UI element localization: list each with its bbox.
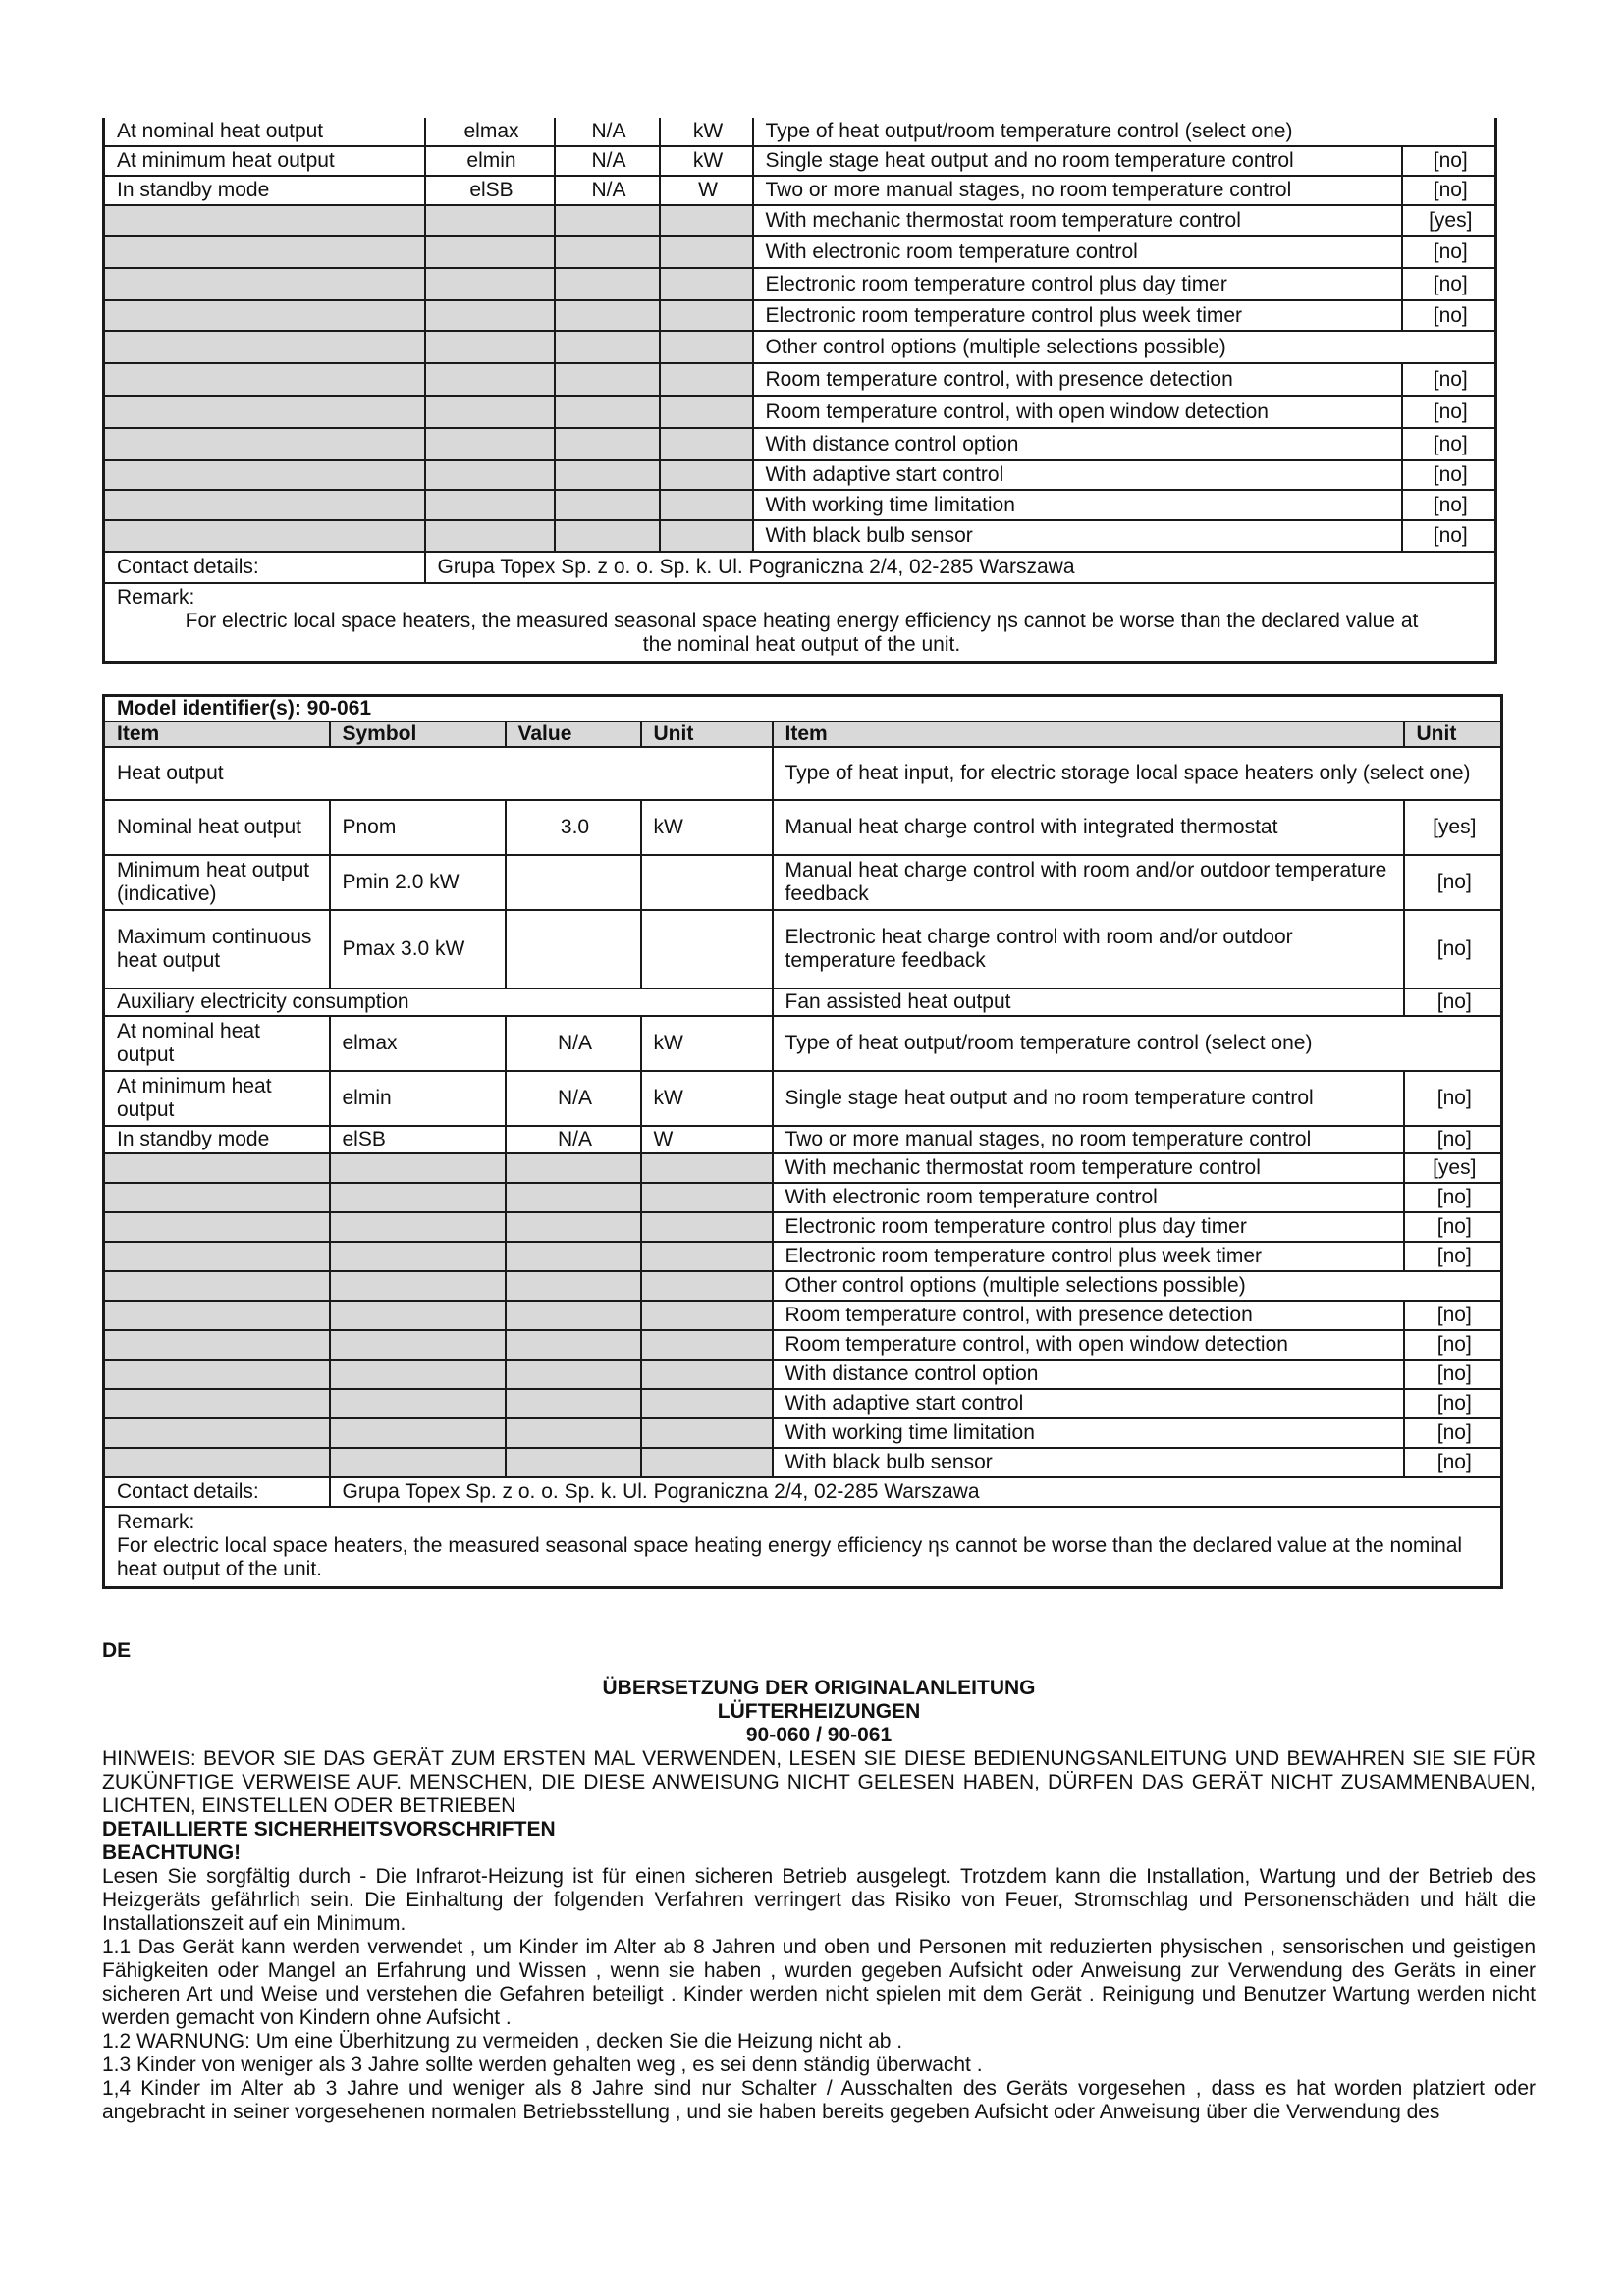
section-heading: DETAILLIERTE SICHERHEITSVORSCHRIFTEN bbox=[102, 1818, 556, 1841]
control-option-row bbox=[104, 520, 1496, 552]
t1-label: In standby mode bbox=[104, 176, 425, 205]
blank-cell bbox=[104, 1330, 330, 1360]
blank-cell bbox=[641, 1153, 773, 1183]
t2-unit: kW bbox=[641, 800, 773, 855]
contact-value: Grupa Topex Sp. z o. o. Sp. k. Ul. Pograniczna 2/4, 02-285 Warszawa bbox=[330, 1477, 1502, 1507]
blank-cell bbox=[104, 1183, 330, 1212]
blank-cell bbox=[330, 1242, 506, 1271]
control-option-row bbox=[104, 1301, 1502, 1330]
blank-cell bbox=[104, 396, 425, 428]
title-translation: ÜBERSETZUNG DER ORIGINALANLEITUNG bbox=[602, 1677, 1036, 1699]
control-option-row bbox=[104, 428, 1496, 460]
blank-cell bbox=[104, 300, 425, 331]
paragraph-intro: Lesen Sie sorgfältig durch - Die Infrarot-Heizung ist für einen sicheren Betrieb ausgelegt. Trotzdem kann die Installation, Wartung und der Betrieb des Heizgeräts gefährlich sein. Die Einhaltung der folgenden Verfahren verringert das Risiko von Feuer, Stromschlag und Personenschäden und hält die Installationszeit auf ein Minimum. bbox=[102, 1865, 1536, 1935]
t2-elsb-row bbox=[104, 1126, 1502, 1153]
t2-unit: W bbox=[641, 1126, 773, 1153]
blank-cell bbox=[330, 1418, 506, 1448]
t2-header-row bbox=[104, 721, 1502, 747]
control-option-row bbox=[104, 1153, 1502, 1183]
blank-cell bbox=[555, 205, 660, 236]
t2-unit bbox=[641, 855, 773, 910]
blank-cell bbox=[506, 1153, 641, 1183]
blank-cell bbox=[506, 1212, 641, 1242]
blank-cell bbox=[104, 1212, 330, 1242]
blank-cell bbox=[660, 236, 753, 268]
t1-contact-row bbox=[104, 552, 1496, 583]
blank-cell bbox=[104, 1242, 330, 1271]
t1-unit: kW bbox=[660, 118, 753, 146]
control-option-row bbox=[104, 300, 1496, 331]
blank-cell bbox=[555, 300, 660, 331]
control-option-selection: [no] bbox=[1404, 1389, 1502, 1418]
t2-label: Maximum continuous heat output bbox=[104, 910, 330, 988]
heat-output-label: Heat output bbox=[104, 747, 773, 800]
blank-cell bbox=[104, 520, 425, 552]
paragraph-1-1: 1.1 Das Gerät kann werden verwendet , um Kinder im Alter ab 8 Jahren und oben und Personen mit reduzierten physischen , sensorischen und geistigen Fähigkeiten oder Mangel an Erfahrung und Wissen , wenn sie haben , wurden gegeben Aufsicht oder Anweisung zur Verwendung des Geräts in einer sicheren Art und Weise und verstehen die Gefahren beteiligt . Kinder werden nicht spielen mit dem Gerät . Reinigung und Benutzer Wartung werden nicht werden gemacht von Kindern ohne Aufsicht . bbox=[102, 1936, 1536, 2029]
t2-value: N/A bbox=[506, 1016, 641, 1071]
control-option-item: With electronic room temperature control bbox=[753, 236, 1402, 268]
blank-cell bbox=[104, 1418, 330, 1448]
control-option-row bbox=[104, 1330, 1502, 1360]
t2-symbol: Pmin 2.0 kW bbox=[330, 855, 506, 910]
t2-label: At nominal heat output bbox=[104, 1016, 330, 1071]
blank-cell bbox=[641, 1330, 773, 1360]
control-option-row bbox=[104, 1183, 1502, 1212]
blank-cell bbox=[330, 1153, 506, 1183]
blank-cell bbox=[104, 205, 425, 236]
blank-cell bbox=[506, 1389, 641, 1418]
control-option-item: Other control options (multiple selections possible) bbox=[753, 331, 1496, 363]
t1-item: Two or more manual stages, no room temperature control bbox=[753, 176, 1402, 205]
aux-label: Auxiliary electricity consumption bbox=[104, 988, 773, 1016]
blank-cell bbox=[555, 236, 660, 268]
contact-label: Contact details: bbox=[104, 1477, 330, 1507]
blank-cell bbox=[104, 363, 425, 396]
t2-symbol: Pnom bbox=[330, 800, 506, 855]
header-symbol: Symbol bbox=[330, 721, 506, 747]
t2-value: N/A bbox=[506, 1126, 641, 1153]
t1-unit: kW bbox=[660, 146, 753, 176]
model-identifier: Model identifier(s): 90-061 bbox=[104, 696, 1502, 722]
t2-symbol: elSB bbox=[330, 1126, 506, 1153]
blank-cell bbox=[104, 236, 425, 268]
control-option-item: With black bulb sensor bbox=[773, 1448, 1404, 1477]
t2-label: Minimum heat output (indicative) bbox=[104, 855, 330, 910]
t2-contact-row bbox=[104, 1477, 1502, 1507]
blank-cell bbox=[330, 1271, 506, 1301]
t1-row-elmax bbox=[104, 118, 1496, 146]
control-option-row bbox=[104, 331, 1496, 363]
blank-cell bbox=[660, 428, 753, 460]
blank-cell bbox=[425, 205, 555, 236]
control-option-selection: [no] bbox=[1404, 1448, 1502, 1477]
control-option-selection: [no] bbox=[1402, 460, 1496, 490]
t2-unit: kW bbox=[641, 1016, 773, 1071]
t1-unit: W bbox=[660, 176, 753, 205]
control-option-item: Room temperature control, with presence detection bbox=[753, 363, 1402, 396]
blank-cell bbox=[555, 520, 660, 552]
t1-symbol: elmax bbox=[425, 118, 555, 146]
blank-cell bbox=[506, 1448, 641, 1477]
t2-symbol: elmax bbox=[330, 1016, 506, 1071]
control-option-item: With black bulb sensor bbox=[753, 520, 1402, 552]
blank-cell bbox=[641, 1212, 773, 1242]
blank-cell bbox=[425, 300, 555, 331]
blank-cell bbox=[425, 268, 555, 300]
blank-cell bbox=[330, 1212, 506, 1242]
t1-item: Single stage heat output and no room temperature control bbox=[753, 146, 1402, 176]
blank-cell bbox=[660, 396, 753, 428]
t1-symbol: elSB bbox=[425, 176, 555, 205]
blank-cell bbox=[555, 460, 660, 490]
blank-cell bbox=[104, 1271, 330, 1301]
control-option-item: With distance control option bbox=[773, 1360, 1404, 1389]
blank-cell bbox=[555, 490, 660, 520]
control-option-row bbox=[104, 396, 1496, 428]
paragraph-1-2: 1.2 WARNUNG: Um eine Überhitzung zu vermeiden , decken Sie die Heizung nicht ab . bbox=[102, 2030, 903, 2053]
paragraph-1-3: 1.3 Kinder von weniger als 3 Jahre sollte werden gehalten weg , es sei denn ständig überwacht . bbox=[102, 2054, 983, 2076]
language-code: DE bbox=[102, 1639, 132, 1662]
control-option-row bbox=[104, 1360, 1502, 1389]
heat-input-type: Type of heat input, for electric storage local space heaters only (select one) bbox=[773, 747, 1502, 800]
control-option-row bbox=[104, 236, 1496, 268]
t1-value: N/A bbox=[555, 118, 660, 146]
blank-cell bbox=[660, 331, 753, 363]
control-option-row bbox=[104, 1418, 1502, 1448]
blank-cell bbox=[425, 236, 555, 268]
title-product: LÜFTERHEIZUNGEN bbox=[717, 1700, 921, 1723]
blank-cell bbox=[641, 1183, 773, 1212]
t1-row-elsb bbox=[104, 176, 1496, 205]
t2-unit bbox=[641, 910, 773, 988]
blank-cell bbox=[641, 1360, 773, 1389]
t1-selection: [no] bbox=[1402, 176, 1496, 205]
t2-value: 3.0 bbox=[506, 800, 641, 855]
t2-selection: [no] bbox=[1404, 910, 1502, 988]
blank-cell bbox=[641, 1448, 773, 1477]
blank-cell bbox=[104, 428, 425, 460]
blank-cell bbox=[330, 1330, 506, 1360]
control-option-selection: [no] bbox=[1404, 1212, 1502, 1242]
control-option-item: Electronic room temperature control plus day timer bbox=[753, 268, 1402, 300]
t2-selection: [no] bbox=[1404, 855, 1502, 910]
control-option-item: With distance control option bbox=[753, 428, 1402, 460]
control-option-item: With adaptive start control bbox=[773, 1389, 1404, 1418]
blank-cell bbox=[641, 1389, 773, 1418]
blank-cell bbox=[506, 1330, 641, 1360]
control-option-item: Electronic room temperature control plus day timer bbox=[773, 1212, 1404, 1242]
blank-cell bbox=[104, 1153, 330, 1183]
notice: HINWEIS: BEVOR SIE DAS GERÄT ZUM ERSTEN MAL VERWENDEN, LESEN SIE DIESE BEDIENUNGSANLEITUNG UND BEWAHREN SIE SIE FÜR ZUKÜNFTIGE VERWEISE AUF. MENSCHEN, DIE DIESE ANWEISUNG NICHT GELESEN HABEN, DÜRFEN DAS GERÄT NICHT ZUSAMMENBAUEN, LICHTEN, EINSTELLEN ODER BETRIEBEN bbox=[102, 1747, 1536, 1817]
control-option-selection: [no] bbox=[1402, 236, 1496, 268]
control-option-row bbox=[104, 1271, 1502, 1301]
control-option-item: Room temperature control, with presence detection bbox=[773, 1301, 1404, 1330]
blank-cell bbox=[660, 520, 753, 552]
header-value: Value bbox=[506, 721, 641, 747]
blank-cell bbox=[330, 1360, 506, 1389]
blank-cell bbox=[104, 268, 425, 300]
header-item: Item bbox=[104, 721, 330, 747]
t2-heat-output-row bbox=[104, 747, 1502, 800]
t2-symbol: elmin bbox=[330, 1071, 506, 1126]
control-option-item: With mechanic thermostat room temperature control bbox=[753, 205, 1402, 236]
control-option-selection: [no] bbox=[1402, 490, 1496, 520]
t2-value bbox=[506, 855, 641, 910]
t2-item: Manual heat charge control with integrated thermostat bbox=[773, 800, 1404, 855]
blank-cell bbox=[660, 363, 753, 396]
blank-cell bbox=[660, 268, 753, 300]
t1-value: N/A bbox=[555, 146, 660, 176]
blank-cell bbox=[104, 490, 425, 520]
control-option-selection: [no] bbox=[1404, 1301, 1502, 1330]
blank-cell bbox=[104, 331, 425, 363]
blank-cell bbox=[104, 460, 425, 490]
t2-item: Fan assisted heat output bbox=[773, 988, 1404, 1016]
t2-unit: kW bbox=[641, 1071, 773, 1126]
blank-cell bbox=[660, 300, 753, 331]
control-option-row bbox=[104, 363, 1496, 396]
blank-cell bbox=[555, 331, 660, 363]
control-option-selection: [no] bbox=[1404, 1242, 1502, 1271]
blank-cell bbox=[555, 428, 660, 460]
blank-cell bbox=[641, 1271, 773, 1301]
control-option-item: With mechanic thermostat room temperature control bbox=[773, 1153, 1404, 1183]
remark bbox=[104, 583, 1496, 663]
blank-cell bbox=[104, 1360, 330, 1389]
blank-cell bbox=[425, 520, 555, 552]
t2-selection: [no] bbox=[1404, 1071, 1502, 1126]
t2-elmin-row bbox=[104, 1071, 1502, 1126]
blank-cell bbox=[425, 396, 555, 428]
blank-cell bbox=[641, 1418, 773, 1448]
t1-item: Type of heat output/room temperature control (select one) bbox=[753, 118, 1496, 146]
control-option-selection: [no] bbox=[1402, 428, 1496, 460]
remark-label: Remark: bbox=[117, 586, 195, 609]
control-option-row bbox=[104, 1389, 1502, 1418]
control-option-item: Room temperature control, with open window detection bbox=[773, 1330, 1404, 1360]
blank-cell bbox=[425, 460, 555, 490]
blank-cell bbox=[425, 428, 555, 460]
t1-selection: [no] bbox=[1402, 146, 1496, 176]
control-option-item: With working time limitation bbox=[773, 1418, 1404, 1448]
blank-cell bbox=[555, 268, 660, 300]
blank-cell bbox=[104, 1389, 330, 1418]
t2-selection: [yes] bbox=[1404, 800, 1502, 855]
blank-cell bbox=[330, 1389, 506, 1418]
t2-maximum-row bbox=[104, 910, 1502, 988]
t2-label: In standby mode bbox=[104, 1126, 330, 1153]
blank-cell bbox=[506, 1418, 641, 1448]
t2-item: Single stage heat output and no room temperature control bbox=[773, 1071, 1404, 1126]
control-option-selection: [no] bbox=[1404, 1360, 1502, 1389]
t2-symbol: Pmax 3.0 kW bbox=[330, 910, 506, 988]
control-option-item: Other control options (multiple selections possible) bbox=[773, 1271, 1502, 1301]
t2-value: N/A bbox=[506, 1071, 641, 1126]
t2-aux-row bbox=[104, 988, 1502, 1016]
control-option-item: With working time limitation bbox=[753, 490, 1402, 520]
remark bbox=[104, 1507, 1502, 1587]
control-option-row bbox=[104, 1242, 1502, 1271]
t2-item: Electronic heat charge control with room and/or outdoor temperature feedback bbox=[773, 910, 1404, 988]
t1-label: At minimum heat output bbox=[104, 146, 425, 176]
t2-item: Type of heat output/room temperature control (select one) bbox=[773, 1016, 1502, 1071]
control-option-selection: [no] bbox=[1402, 300, 1496, 331]
blank-cell bbox=[104, 1448, 330, 1477]
blank-cell bbox=[506, 1271, 641, 1301]
t2-item: Two or more manual stages, no room temperature control bbox=[773, 1126, 1404, 1153]
header-item-2: Item bbox=[773, 721, 1404, 747]
german-section bbox=[102, 1639, 1536, 2124]
blank-cell bbox=[425, 331, 555, 363]
blank-cell bbox=[506, 1301, 641, 1330]
blank-cell bbox=[330, 1183, 506, 1212]
t2-nominal-row bbox=[104, 800, 1502, 855]
header-unit-2: Unit bbox=[1404, 721, 1502, 747]
remark-line-2: the nominal heat output of the unit. bbox=[642, 633, 961, 656]
title-models: 90-060 / 90-061 bbox=[745, 1724, 893, 1746]
blank-cell bbox=[660, 490, 753, 520]
blank-cell bbox=[506, 1242, 641, 1271]
t1-label: At nominal heat output bbox=[104, 118, 425, 146]
spec-table-90-061 bbox=[102, 694, 1503, 1589]
blank-cell bbox=[641, 1242, 773, 1271]
t1-value: N/A bbox=[555, 176, 660, 205]
t2-remark-row bbox=[104, 1507, 1502, 1587]
contact-label: Contact details: bbox=[104, 552, 425, 583]
blank-cell bbox=[660, 205, 753, 236]
t2-elmax-row bbox=[104, 1016, 1502, 1071]
remark-text: For electric local space heaters, the measured seasonal space heating energy efficiency ηs cannot be worse than the declared value at the nominal heat output of the unit. bbox=[117, 1533, 1463, 1580]
t2-minimum-row bbox=[104, 855, 1502, 910]
control-option-row bbox=[104, 205, 1496, 236]
control-option-row bbox=[104, 1448, 1502, 1477]
control-option-selection: [yes] bbox=[1402, 205, 1496, 236]
spec-table-90-060 bbox=[102, 118, 1497, 664]
control-option-selection: [no] bbox=[1402, 363, 1496, 396]
control-option-selection: [no] bbox=[1402, 520, 1496, 552]
blank-cell bbox=[425, 490, 555, 520]
blank-cell bbox=[641, 1301, 773, 1330]
t2-selection: [no] bbox=[1404, 1126, 1502, 1153]
contact-value: Grupa Topex Sp. z o. o. Sp. k. Ul. Pograniczna 2/4, 02-285 Warszawa bbox=[425, 552, 1496, 583]
blank-cell bbox=[506, 1360, 641, 1389]
remark-label: Remark: bbox=[117, 1510, 195, 1533]
control-option-row bbox=[104, 460, 1496, 490]
control-option-selection: [no] bbox=[1404, 1418, 1502, 1448]
control-option-item: With adaptive start control bbox=[753, 460, 1402, 490]
blank-cell bbox=[555, 396, 660, 428]
t2-item: Manual heat charge control with room and/or outdoor temperature feedback bbox=[773, 855, 1404, 910]
control-option-item: Electronic room temperature control plus week timer bbox=[753, 300, 1402, 331]
control-option-row bbox=[104, 1212, 1502, 1242]
blank-cell bbox=[425, 363, 555, 396]
t2-selection: [no] bbox=[1404, 988, 1502, 1016]
control-option-selection: [no] bbox=[1402, 396, 1496, 428]
blank-cell bbox=[506, 1183, 641, 1212]
control-option-row bbox=[104, 490, 1496, 520]
blank-cell bbox=[330, 1448, 506, 1477]
remark-line-1: For electric local space heaters, the measured seasonal space heating energy efficiency ηs cannot be worse than the declared value at bbox=[185, 610, 1419, 632]
control-option-selection: [no] bbox=[1404, 1183, 1502, 1212]
attention-heading: BEACHTUNG! bbox=[102, 1842, 242, 1864]
control-option-selection: [no] bbox=[1404, 1330, 1502, 1360]
control-option-row bbox=[104, 268, 1496, 300]
control-option-item: With electronic room temperature control bbox=[773, 1183, 1404, 1212]
blank-cell bbox=[104, 1301, 330, 1330]
t1-remark-row bbox=[104, 583, 1496, 663]
t2-model-row bbox=[104, 696, 1502, 722]
header-unit: Unit bbox=[641, 721, 773, 747]
control-option-item: Room temperature control, with open window detection bbox=[753, 396, 1402, 428]
control-option-selection: [no] bbox=[1402, 268, 1496, 300]
t2-value bbox=[506, 910, 641, 988]
blank-cell bbox=[555, 363, 660, 396]
blank-cell bbox=[330, 1301, 506, 1330]
control-option-selection: [yes] bbox=[1404, 1153, 1502, 1183]
blank-cell bbox=[660, 460, 753, 490]
paragraph-1-4: 1,4 Kinder im Alter ab 3 Jahre und weniger als 8 Jahre sind nur Schalter / Ausschalten des Geräts vorgesehen , dass es hat worden platziert oder angebracht in seiner vorgesehenen normalen Betriebsstellung , und sie haben bereits gegeben Aufsicht oder Anweisung über die Verwendung des bbox=[102, 2077, 1536, 2123]
t2-label: Nominal heat output bbox=[104, 800, 330, 855]
t1-symbol: elmin bbox=[425, 146, 555, 176]
control-option-item: Electronic room temperature control plus week timer bbox=[773, 1242, 1404, 1271]
t1-row-elmin bbox=[104, 146, 1496, 176]
t2-label: At minimum heat output bbox=[104, 1071, 330, 1126]
